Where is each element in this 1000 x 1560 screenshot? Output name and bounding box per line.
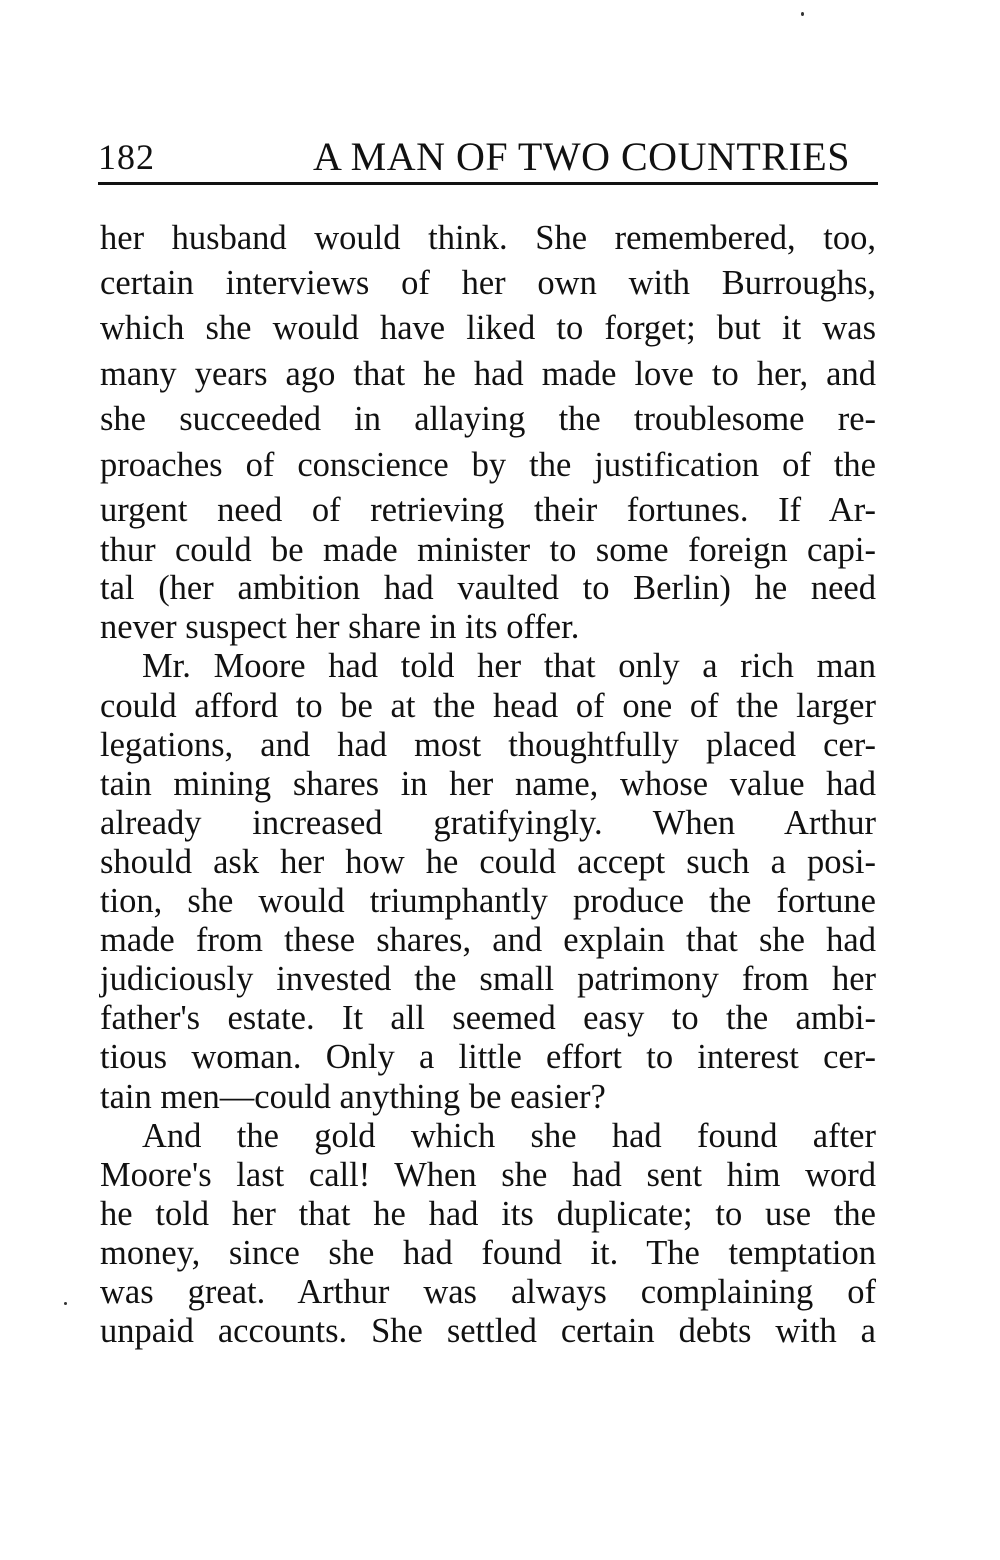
text-line: many years ago that he had made love to her, and <box>100 355 876 393</box>
text-line: certain interviews of her own with Burroughs, <box>100 264 876 302</box>
text-line: her husband would think. She remembered, too, <box>100 219 876 257</box>
text-line: tain men—could anything be easier? <box>100 1078 606 1116</box>
text-line: proaches of conscience by the justification of the <box>100 446 876 484</box>
text-line: urgent need of retrieving their fortunes. If Ar- <box>100 491 876 529</box>
text-line: thur could be made minister to some foreign capi- <box>100 531 876 569</box>
page-header <box>98 132 878 182</box>
print-speck <box>64 1302 67 1305</box>
text-line: made from these shares, and explain that she had <box>100 921 876 959</box>
page-number: 182 <box>98 137 155 177</box>
text-line: could afford to be at the head of one of the larger <box>100 687 876 725</box>
text-line: tal (her ambition had vaulted to Berlin) he need <box>100 569 876 607</box>
print-speck <box>801 12 804 16</box>
text-line: should ask her how he could accept such a posi- <box>100 843 876 881</box>
text-line: which she would have liked to forget; but it was <box>100 309 876 347</box>
text-line: tion, she would triumphantly produce the fortune <box>100 882 876 920</box>
running-title: A MAN OF TWO COUNTRIES <box>313 134 850 179</box>
text-line: father's estate. It all seemed easy to the ambi- <box>100 999 876 1037</box>
text-line: he told her that he had its duplicate; to use the <box>100 1195 876 1233</box>
text-line: she succeeded in allaying the troublesome re- <box>100 400 876 438</box>
text-line: And the gold which she had found after <box>142 1117 876 1155</box>
text-line: tious woman. Only a little effort to interest cer- <box>100 1038 876 1076</box>
text-line: never suspect her share in its offer. <box>100 608 580 646</box>
text-line: was great. Arthur was always complaining of <box>100 1273 876 1311</box>
text-line: already increased gratifyingly. When Arthur <box>100 804 876 842</box>
text-line: Moore's last call! When she had sent him word <box>100 1156 876 1194</box>
text-line: money, since she had found it. The temptation <box>100 1234 876 1272</box>
text-line: legations, and had most thoughtfully placed cer- <box>100 726 876 764</box>
header-rule <box>98 182 878 185</box>
text-line: Mr. Moore had told her that only a rich man <box>142 647 876 685</box>
text-line: judiciously invested the small patrimony from her <box>100 960 876 998</box>
text-line: unpaid accounts. She settled certain debts with a <box>100 1312 876 1350</box>
text-line: tain mining shares in her name, whose value had <box>100 765 876 803</box>
